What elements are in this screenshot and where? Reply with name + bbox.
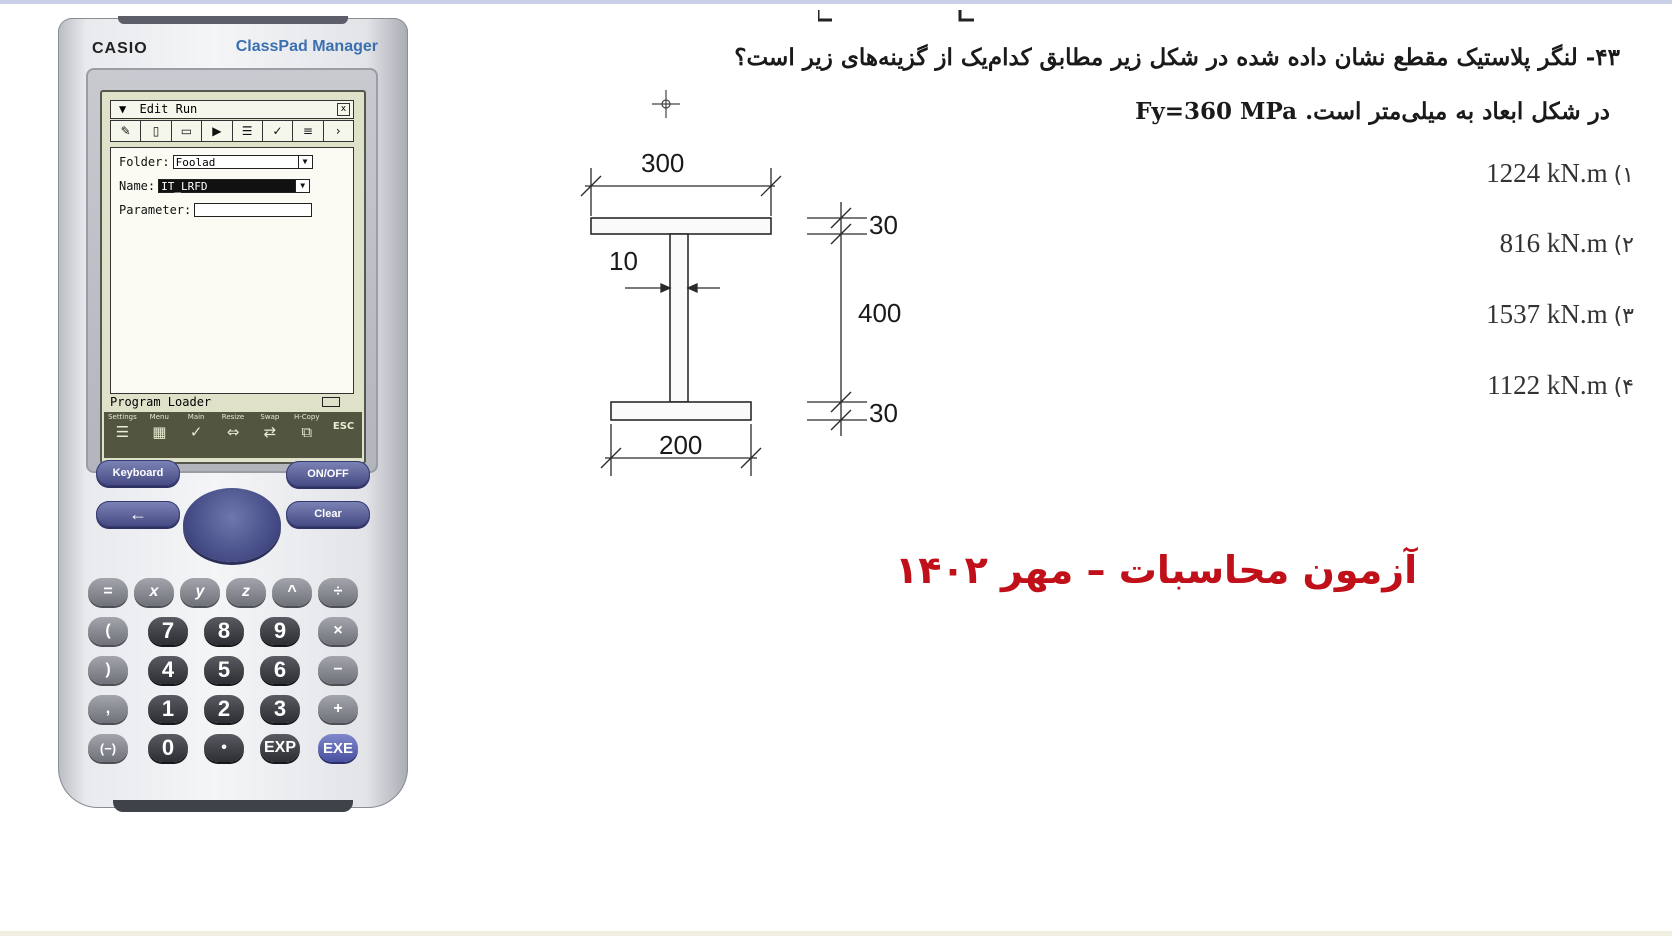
dim-web-height: 400 — [858, 298, 902, 328]
list-icon[interactable]: ☰ — [233, 121, 263, 141]
key-divide[interactable]: ÷ — [318, 578, 358, 606]
check-icon[interactable]: ✓ — [263, 121, 293, 141]
name-row — [119, 179, 310, 193]
key-exp[interactable]: EXP — [260, 734, 300, 762]
icon-caption-swap: Swap — [260, 413, 280, 421]
icon-caption-main: Main — [187, 413, 205, 421]
name-label: Name: — [119, 179, 156, 193]
option-3-number: (۳ — [1613, 304, 1634, 329]
option-1[interactable] — [1486, 158, 1634, 189]
screen-bezel — [86, 68, 378, 473]
bottom-edge-bar — [0, 931, 1672, 936]
back-arrow-button[interactable]: ← — [96, 501, 180, 527]
menu-bar[interactable] — [110, 100, 354, 119]
option-4-number: (۴ — [1613, 375, 1634, 400]
key-close-paren[interactable]: ) — [88, 656, 128, 684]
icon-caption-hcopy: H-Copy — [293, 413, 320, 421]
option-1-number: (۱ — [1613, 163, 1634, 188]
folder-value: Foolad — [175, 156, 216, 169]
i-beam-diagram — [575, 140, 925, 500]
esc-icon[interactable] — [325, 412, 362, 458]
key-4[interactable]: 4 — [148, 656, 188, 684]
folder-label: Folder: — [119, 155, 170, 169]
close-icon[interactable]: x — [337, 103, 350, 116]
resize-icon[interactable]: Resize ⇔ — [221, 413, 245, 441]
dim-bottom-width: 200 — [659, 430, 703, 460]
key-0[interactable]: 0 — [148, 734, 188, 762]
on-off-button[interactable]: ON/OFF — [286, 461, 370, 487]
question-subtext: در شکل ابعاد به میلی‌متر است. Fy=360 MPa — [1135, 98, 1610, 125]
option-3-text: 1537 kN.m — [1486, 299, 1608, 329]
crosshair-cursor-icon — [652, 90, 680, 118]
dim-top-flange: 30 — [869, 210, 898, 240]
option-2-number: (۲ — [1613, 233, 1634, 258]
key-negative[interactable]: (−) — [88, 734, 128, 762]
calculator-screen[interactable] — [100, 90, 366, 464]
key-plus[interactable]: + — [318, 695, 358, 723]
calculator-foot — [113, 800, 353, 812]
keyboard-button[interactable]: Keyboard — [96, 460, 180, 486]
hcopy-icon[interactable]: H-Copy ⧉ — [293, 413, 320, 441]
icon-caption-settings: Settings — [108, 413, 137, 421]
settings-icon[interactable]: Settings ☰ — [108, 413, 137, 441]
icon-caption-menu: Menu — [149, 413, 169, 421]
parameter-row — [119, 203, 312, 217]
key-equals[interactable]: = — [88, 578, 128, 606]
key-6[interactable]: 6 — [260, 656, 300, 684]
key-5[interactable]: 5 — [204, 656, 244, 684]
dim-bottom-flange: 30 — [869, 398, 898, 428]
menu-icon[interactable]: Menu ▦ — [149, 413, 169, 441]
list-view-icon[interactable]: ≡ — [293, 121, 323, 141]
key-decimal[interactable]: • — [204, 734, 244, 762]
key-8[interactable]: 8 — [204, 617, 244, 645]
dropdown-arrow-icon[interactable]: ▼ — [298, 156, 312, 168]
clear-button[interactable]: Clear — [286, 501, 370, 527]
main-icon[interactable]: Main ✓ — [187, 413, 205, 441]
parameter-input[interactable] — [194, 203, 312, 217]
key-minus[interactable]: − — [318, 656, 358, 684]
key-x[interactable]: x — [134, 578, 174, 606]
open-folder-icon[interactable]: ▭ — [172, 121, 202, 141]
classpad-calculator — [58, 18, 408, 818]
key-7[interactable]: 7 — [148, 617, 188, 645]
menu-label[interactable]: Edit Run — [139, 102, 198, 116]
status-text: Program Loader — [110, 395, 212, 409]
question-text: ۴۳- لنگر پلاستیک مقطع نشان داده شده در شکل زیر مطابق کدام‌یک از گزینه‌های زیر است؟ — [734, 44, 1620, 71]
program-form — [110, 147, 354, 394]
dimension-lines — [581, 168, 867, 476]
key-multiply[interactable]: × — [318, 617, 358, 645]
edit-icon[interactable]: ✎ — [111, 121, 141, 141]
key-open-paren[interactable]: ( — [88, 617, 128, 645]
brand-label: CASIO — [92, 40, 148, 57]
key-z[interactable]: z — [226, 578, 266, 606]
key-2[interactable]: 2 — [204, 695, 244, 723]
parameter-label: Parameter: — [119, 203, 192, 217]
key-3[interactable]: 3 — [260, 695, 300, 723]
battery-icon — [322, 397, 340, 407]
name-select[interactable] — [158, 179, 310, 193]
key-y[interactable]: y — [180, 578, 220, 606]
dim-top-width: 300 — [641, 148, 685, 178]
key-comma[interactable]: , — [88, 695, 128, 723]
key-9[interactable]: 9 — [260, 617, 300, 645]
toolbar — [110, 120, 354, 142]
option-3[interactable] — [1486, 299, 1634, 330]
key-exe[interactable]: EXE — [318, 734, 358, 762]
chevron-down-icon[interactable]: ▼ — [119, 102, 127, 116]
key-1[interactable]: 1 — [148, 695, 188, 723]
option-2[interactable] — [1500, 228, 1634, 259]
calculator-top-cap — [118, 16, 348, 24]
folder-select[interactable] — [173, 155, 313, 169]
option-4[interactable] — [1487, 370, 1634, 401]
icon-panel — [104, 412, 362, 458]
run-icon[interactable]: ▶ — [202, 121, 232, 141]
dropdown-arrow-icon[interactable]: ▼ — [295, 180, 309, 192]
icon-caption-resize: Resize — [221, 413, 245, 421]
new-file-icon[interactable]: ▯ — [141, 121, 171, 141]
direction-pad[interactable] — [183, 488, 281, 562]
option-2-text: 816 kN.m — [1499, 228, 1608, 258]
scroll-right-icon[interactable]: › — [335, 124, 341, 138]
folder-row — [119, 155, 313, 169]
page-edge-marks — [818, 8, 988, 22]
key-power[interactable]: ^ — [272, 578, 312, 606]
swap-icon[interactable]: Swap ⇄ — [260, 413, 280, 441]
product-label: ClassPad Manager — [235, 38, 378, 55]
dim-web-thickness: 10 — [609, 246, 638, 276]
option-4-text: 1122 kN.m — [1487, 370, 1608, 400]
top-edge-bar — [0, 0, 1672, 4]
icon-caption-esc: ESC — [332, 421, 355, 432]
status-bar — [110, 395, 352, 409]
exam-title: آزمون محاسبات – مهر ۱۴۰۲ — [895, 548, 1418, 592]
option-1-text: 1224 kN.m — [1486, 158, 1608, 188]
name-value: IT_LRFD — [161, 180, 208, 193]
